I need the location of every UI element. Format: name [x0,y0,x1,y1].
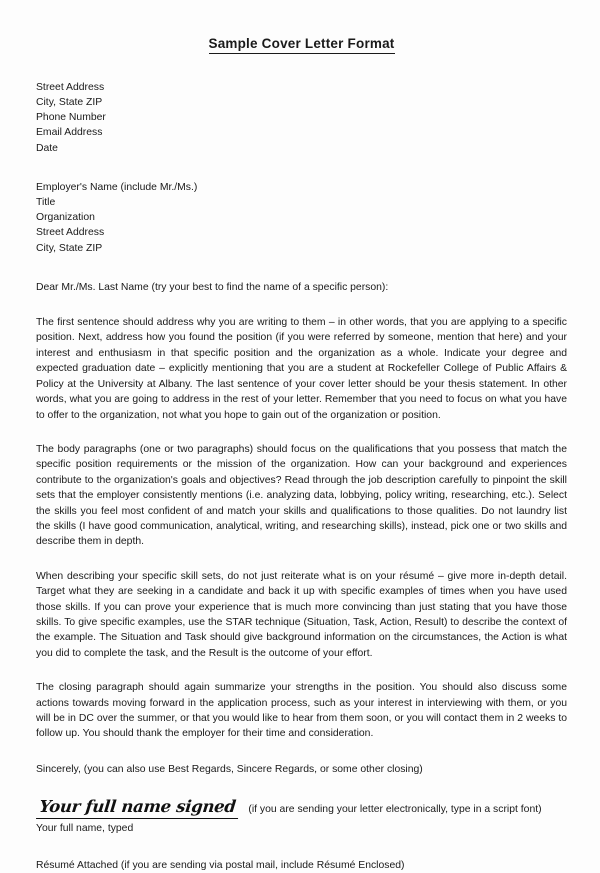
body-paragraph-2: The body paragraphs (one or two paragraphs) should focus on the qualifications that you possess that match the specific position requirements or the mission of the organization. How can your background and experiences contribute to the organization's goals and objectives? Read through the job description carefully to pinpoint the skill sets that the employer consistently mentions (i.e. analyzing data, lobbying, policy writing, researching, etc.). Select the skills you feel most confident of and match your skills and qualifications to those qualities. Do not laundry list the skills (I have good communication, analytical, writing, and researching skills), instead, pick one or two skills and describe them in depth. [36,443,567,548]
body-paragraph-3: When describing your specific skill sets, do not just reiterate what is on your résumé – give more in-depth detail. Target what they are seeking in a candidate and back it up with specific examples of times when you have used those skills. If you can prove your experience that is much more convincing than just stating that you have those skills. To give specific examples, use the STAR technique (Situation, Task, Action, Result) to describe the context of the example. The Situation and Task should give background information on the circumstances, the Action is what you did to complete the task, and the Result is the outcome of your effort. [36,570,567,659]
handwritten-signature: Your full name signed [36,797,243,819]
sender-address-line: City, State ZIP [36,97,103,109]
body-paragraph-4: The closing paragraph should again summarize your strengths in the position. You should also discuss some actions towards moving forward in the application process, such as your interest in interviewing with them, or you will be in DC over the summer, or that you would like to hear from them soon, or you will contact them in 2 weeks to follow up. You should thank the employer for their time and consideration. [36,682,567,740]
recipient-address-line: Title [36,197,56,209]
sender-address-line: Email Address [36,127,103,139]
sender-address-line: Street Address [36,81,105,93]
recipient-address-block [36,180,567,256]
recipient-address-line: Street Address [36,227,105,239]
enclosure-note: Résumé Attached (if you are sending via postal mail, include Résumé Enclosed) [36,860,405,872]
page-title [36,0,567,54]
salutation: Dear Mr./Ms. Last Name (try your best to find the name of a specific person): [36,281,389,293]
signature-note: (if you are sending your letter electronically, type in a script font) [248,804,542,816]
typed-name: Your full name, typed [36,823,134,835]
sender-address-line: Phone Number [36,112,106,124]
sender-address-line: Date [36,142,58,154]
recipient-address-line: Organization [36,212,95,224]
recipient-address-line: City, State ZIP [36,242,103,254]
sender-address-block [36,80,567,156]
signature-row [36,797,567,819]
recipient-address-line: Employer's Name (include Mr./Ms.) [36,181,198,193]
closing-line: Sincerely, (you can also use Best Regards, Sincere Regards, or some other closing) [36,763,423,775]
body-paragraph-1: The first sentence should address why you are writing to them – in other words, that you are applying to a specific position. Next, address how you found the position (if you were referred by someone, mention that here) and your interest and enthusiasm in that specific position and the organization as a whole. Indicate your degree and expected graduation date – explicitly mentioning that you are a student at Rockefeller College of Public Affairs & Policy at the University at Albany. The last sentence of your cover letter should be your thesis statement. In other words, what you are going to address in the rest of your letter. Remember that you need to focus on what you have to offer to the organization, not what you hope to gain out of the organization or position. [36,317,567,421]
page-title-text: Sample Cover Letter Format [209,37,395,54]
